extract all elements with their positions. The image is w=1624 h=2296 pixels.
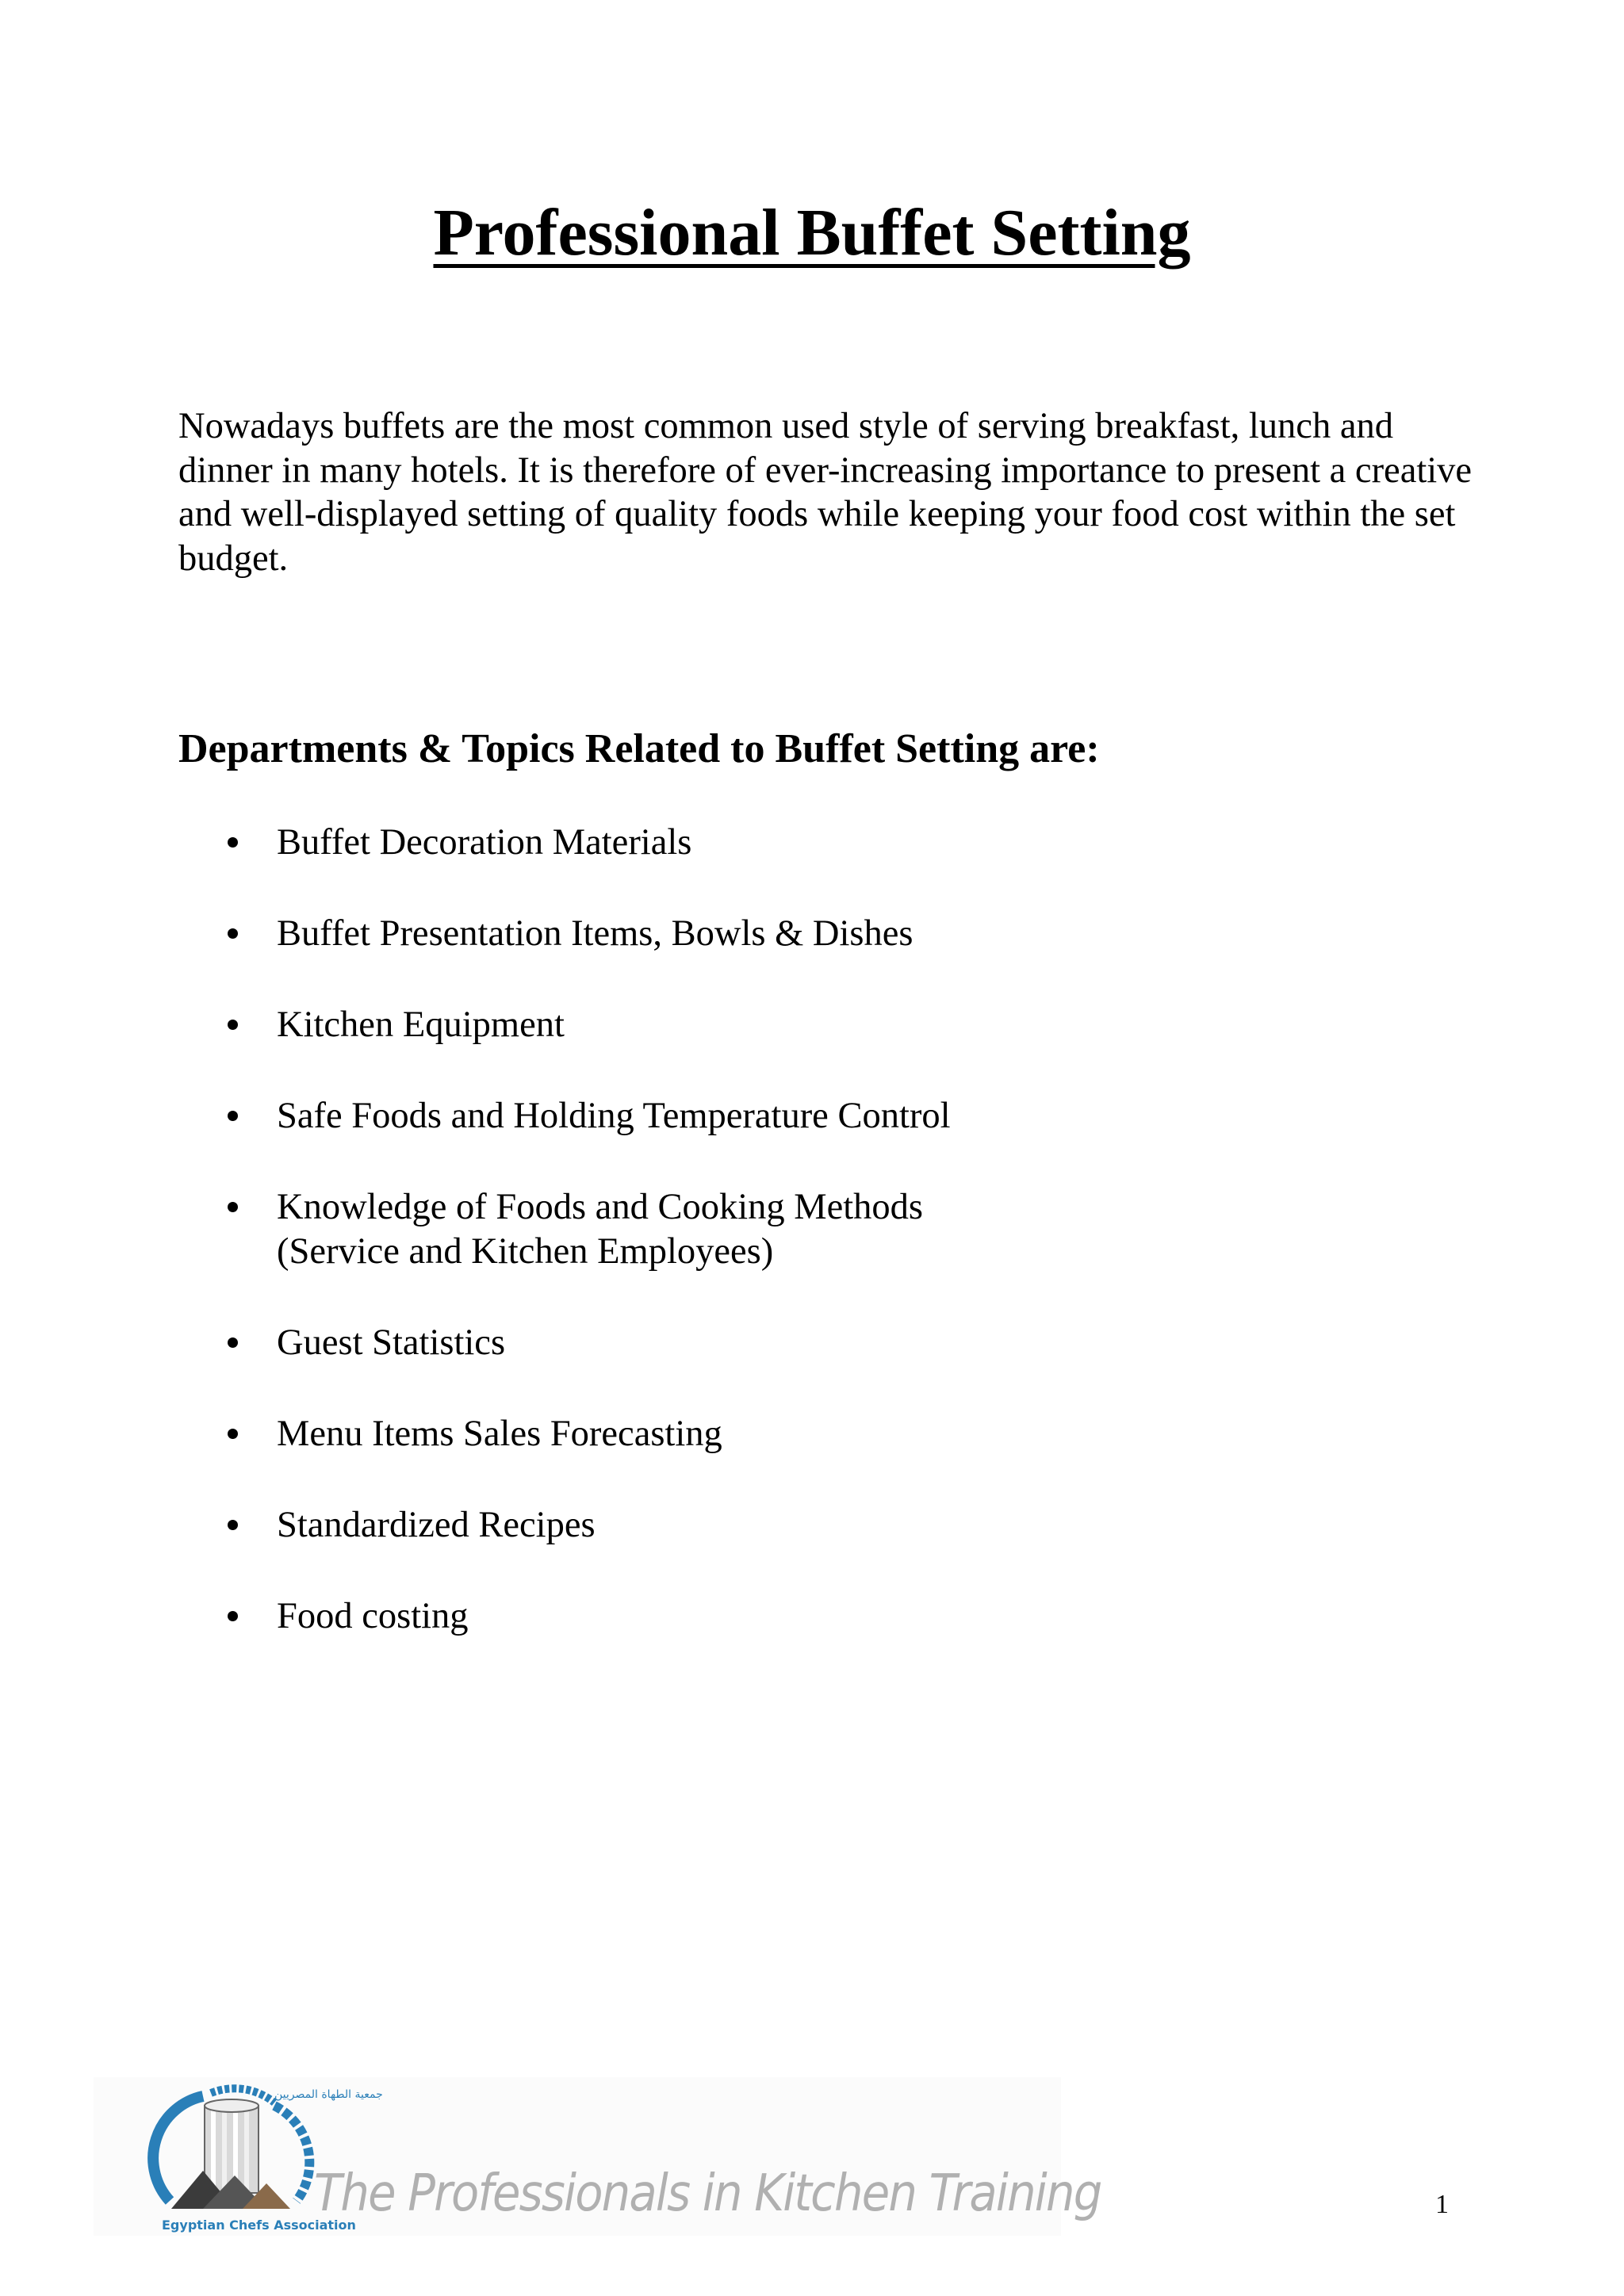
list-item: [178, 912, 951, 956]
section-heading: Departments & Topics Related to Buffet Setting are:: [178, 726, 1100, 771]
topic-text: Buffet Decoration Materials: [277, 822, 692, 863]
intro-paragraph: Nowadays buffets are the most common used style of serving breakfast, lunch and dinner in many hotels. It is therefore of ever-increasing importance to present a creative and well-displayed setting of quality foods while keeping your food cost within the set budget.: [178, 406, 1473, 579]
bullet-icon: [228, 1202, 238, 1212]
bullet-icon: [228, 928, 238, 939]
footer-banner: [94, 2077, 1101, 2236]
topic-text: Kitchen Equipment: [277, 1004, 565, 1045]
list-item: [178, 1185, 951, 1273]
logo-text-arabic: جمعية الطهاة المصريين: [274, 2088, 383, 2101]
topic-text: Food costing: [277, 1595, 469, 1636]
list-item: [178, 1412, 951, 1456]
bullet-icon: [228, 1337, 238, 1348]
page-number: 1: [1435, 2190, 1449, 2219]
list-item: [178, 1321, 951, 1365]
list-item: [178, 1094, 951, 1138]
topic-text: Safe Foods and Holding Temperature Control: [277, 1096, 951, 1136]
topic-text: Buffet Presentation Items, Bowls & Dishes: [277, 913, 914, 954]
list-item: [178, 1503, 951, 1548]
footer-tagline: The Professionals in Kitchen Training: [314, 2164, 1101, 2223]
topic-text: Guest Statistics: [277, 1322, 506, 1363]
list-item: [178, 1594, 951, 1639]
bullet-icon: [228, 837, 238, 848]
bullet-icon: [228, 1429, 238, 1439]
bullet-icon: [228, 1611, 238, 1621]
page-title: Professional Buffet Setting: [433, 196, 1191, 270]
topic-text: Knowledge of Foods and Cooking Methods: [277, 1187, 923, 1227]
topic-text: Standardized Recipes: [277, 1504, 596, 1545]
bullet-icon: [228, 1020, 238, 1030]
list-item: [178, 821, 951, 865]
list-item: [178, 1003, 951, 1047]
topic-subtext: (Service and Kitchen Employees): [277, 1230, 774, 1272]
bullet-icon: [228, 1111, 238, 1121]
chefs-association-logo: [155, 2082, 383, 2233]
bullet-icon: [228, 1520, 238, 1530]
logo-text: Egyptian Chefs Association: [162, 2218, 356, 2233]
topic-text: Menu Items Sales Forecasting: [277, 1413, 722, 1454]
topic-list: [178, 821, 951, 1686]
